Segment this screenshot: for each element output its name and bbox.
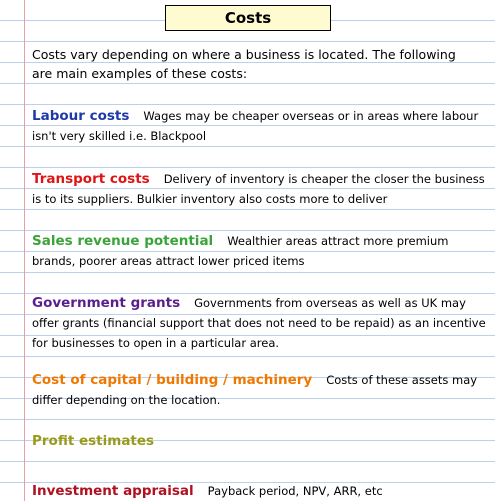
item-text: Wages may be cheaper overseas or in areas where labour isn't very skilled i.e. Blackpool: [32, 109, 479, 143]
item-heading: Transport costs: [32, 171, 150, 187]
item-text: Governments from overseas as well as UK may offer grants (financial support that does not need to be repaid) as an incentive for businesses to open in a particular area.: [32, 296, 486, 350]
item-government-grants: [32, 293, 487, 353]
page-title: Costs: [165, 5, 331, 31]
item-transport-costs: [32, 169, 487, 209]
item-text: Payback period, NPV, ARR, etc: [207, 484, 383, 498]
item-labour-costs: [32, 106, 487, 146]
item-cost-of-capital: [32, 370, 487, 410]
item-heading: Profit estimates: [32, 433, 155, 449]
item-heading: Labour costs: [32, 108, 130, 124]
item-heading: Sales revenue potential: [32, 233, 214, 249]
item-text: Costs of these assets may differ depending on the location.: [32, 373, 478, 407]
intro-text: Costs vary depending on where a business is located. The following are main examples of these costs:: [32, 47, 456, 81]
item-text: Delivery of inventory is cheaper the closer the business is to its suppliers. Bulkier inventory also costs more to deliver: [32, 172, 485, 206]
item-heading: Cost of capital / building / machinery: [32, 372, 313, 388]
item-heading: Investment appraisal: [32, 483, 194, 499]
item-heading: Government grants: [32, 295, 181, 311]
item-profit-estimates: [32, 431, 487, 451]
item-sales-revenue-potential: [32, 231, 487, 271]
item-investment-appraisal: [32, 481, 487, 501]
item-text: Wealthier areas attract more premium brands, poorer areas attract lower priced items: [32, 234, 449, 268]
